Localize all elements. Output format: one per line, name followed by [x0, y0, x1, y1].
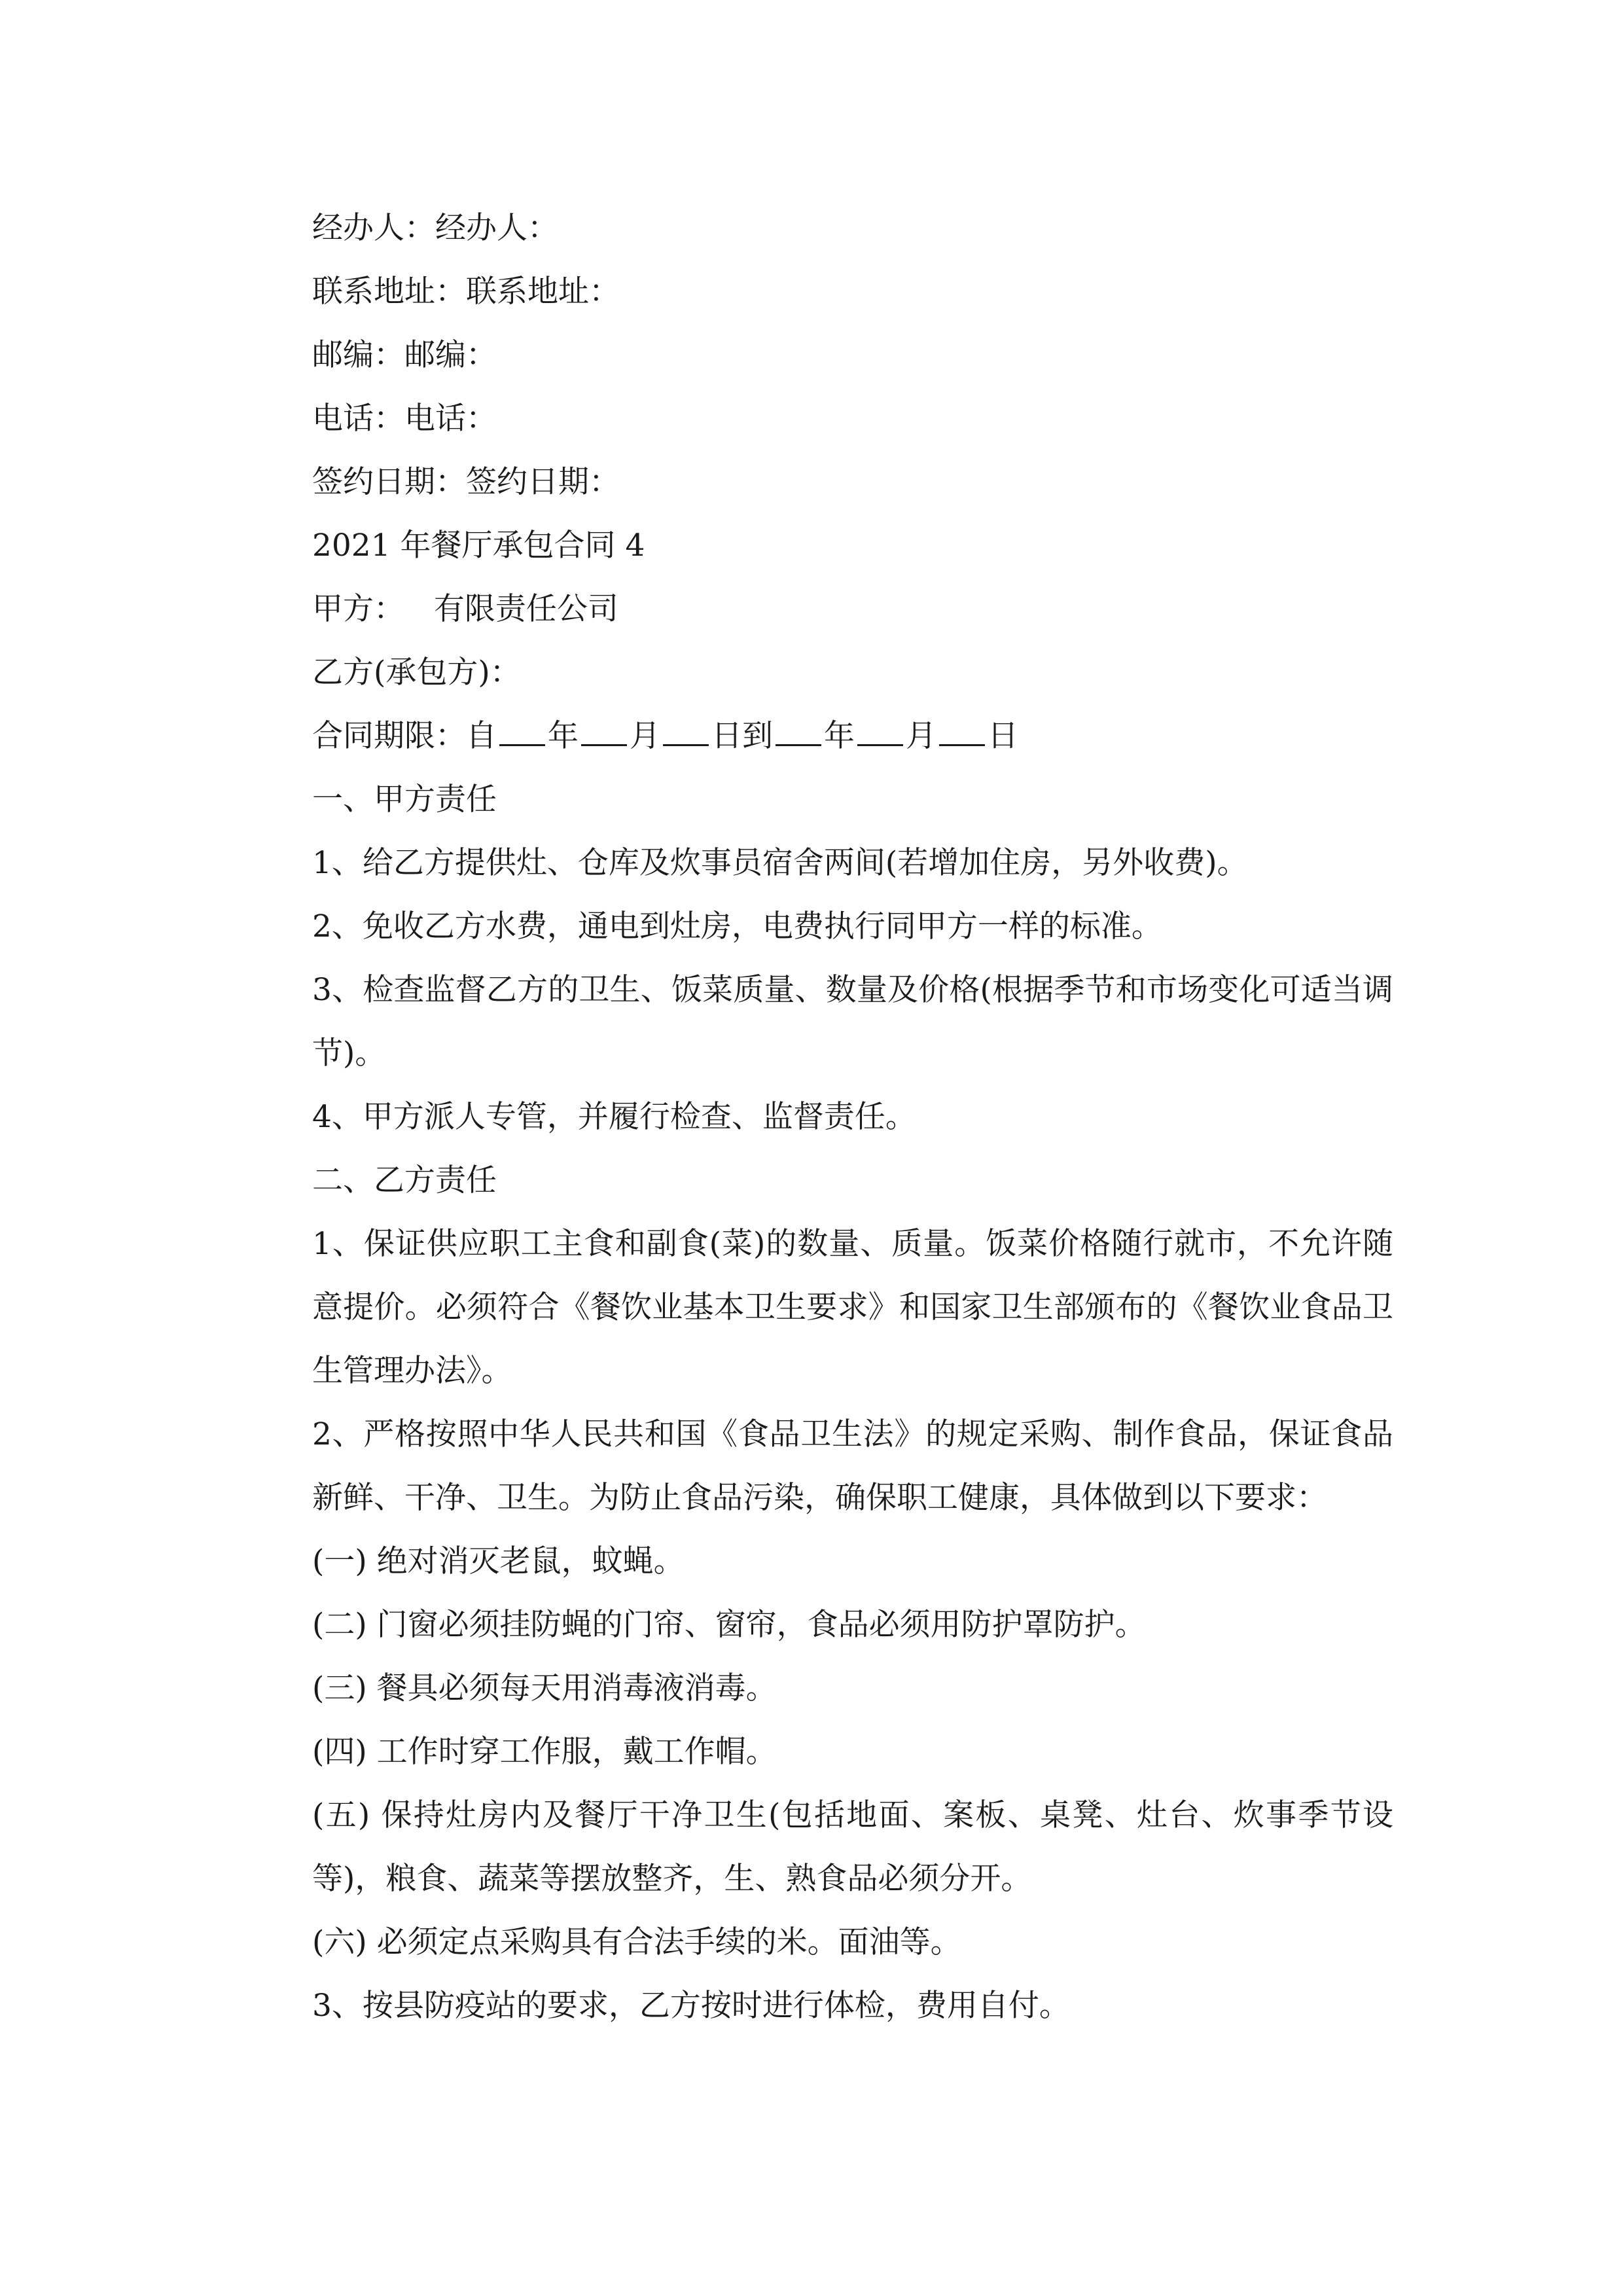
term-day-2: 日 — [988, 718, 1018, 754]
section-2-subitem: (六) 必须定点采购具有合法手续的米。面油等。 — [312, 1924, 961, 1960]
section-2-item: 3、按县防疫站的要求，乙方按时进行体检，费用自付。 — [312, 1988, 1070, 2024]
section-1-item: 3、检查监督乙方的卫生、饭菜质量、数量及价格(根据季节和市场变化可适当调节)。 — [312, 972, 1393, 1071]
section-1-item: 4、甲方派人专管，并履行检查、监督责任。 — [312, 1099, 916, 1135]
contract-term-line — [247, 704, 1393, 768]
blank-field — [581, 718, 627, 746]
term-month-2: 月 — [906, 718, 936, 754]
term-day-1: 日到 — [711, 718, 773, 754]
contract-title: 2021 年餐厅承包合同 4 — [312, 528, 645, 564]
postcode-line: 邮编：邮编： — [312, 337, 497, 373]
party-b-line: 乙方(承包方)： — [312, 655, 521, 691]
phone-line: 电话：电话： — [312, 401, 497, 437]
blank-field — [663, 718, 709, 746]
section-2-item: 1、保证供应职工主食和副食(菜)的数量、质量。饭菜价格随行就市，不允许随意提价。必须符合《餐饮业基本卫生要求》和国家卫生部颁布的《餐饮业食品卫生管理办法》。 — [312, 1226, 1393, 1389]
section-1-title: 一、甲方责任 — [312, 781, 497, 817]
section-2-title: 二、乙方责任 — [312, 1162, 497, 1198]
section-2-subitem: (三) 餐具必须每天用消毒液消毒。 — [312, 1670, 777, 1706]
agent-line: 经办人：经办人： — [312, 210, 558, 246]
section-2-subitem: (四) 工作时穿工作服，戴工作帽。 — [312, 1734, 777, 1770]
section-2-subitem: (五) 保持灶房内及餐厅干净卫生(包括地面、案板、桌凳、灶台、炊事季节设等)，粮食、蔬菜等摆放整齐，生、熟食品必须分开。 — [312, 1797, 1393, 1897]
term-year-2: 年 — [824, 718, 855, 754]
section-1-item: 2、免收乙方水费，通电到灶房，电费执行同甲方一样的标准。 — [312, 908, 1162, 944]
section-2-item: 2、严格按照中华人民共和国《食品卫生法》的规定采购、制作食品，保证食品新鲜、干净、卫生。为防止食品污染，确保职工健康，具体做到以下要求： — [312, 1416, 1393, 1516]
blank-field — [939, 718, 985, 746]
section-1-item: 1、给乙方提供灶、仓库及炊事员宿舍两间(若增加住房，另外收费)。 — [312, 845, 1248, 881]
party-a-line: 甲方： 有限责任公司 — [312, 591, 618, 627]
section-2-subitem: (二) 门窗必须挂防蝇的门帘、窗帘，食品必须用防护罩防护。 — [312, 1607, 1146, 1643]
blank-field — [857, 718, 903, 746]
blank-field — [776, 718, 821, 746]
address-line: 联系地址：联系地址： — [312, 274, 620, 310]
term-year-1: 年 — [548, 718, 579, 754]
term-label: 合同期限：自 — [312, 718, 497, 754]
document-body — [247, 196, 1393, 2037]
blank-field — [499, 718, 545, 746]
signing-date-line: 签约日期：签约日期： — [312, 464, 620, 500]
term-month-1: 月 — [630, 718, 660, 754]
section-2-subitem: (一) 绝对消灭老鼠，蚊蝇。 — [312, 1543, 685, 1579]
